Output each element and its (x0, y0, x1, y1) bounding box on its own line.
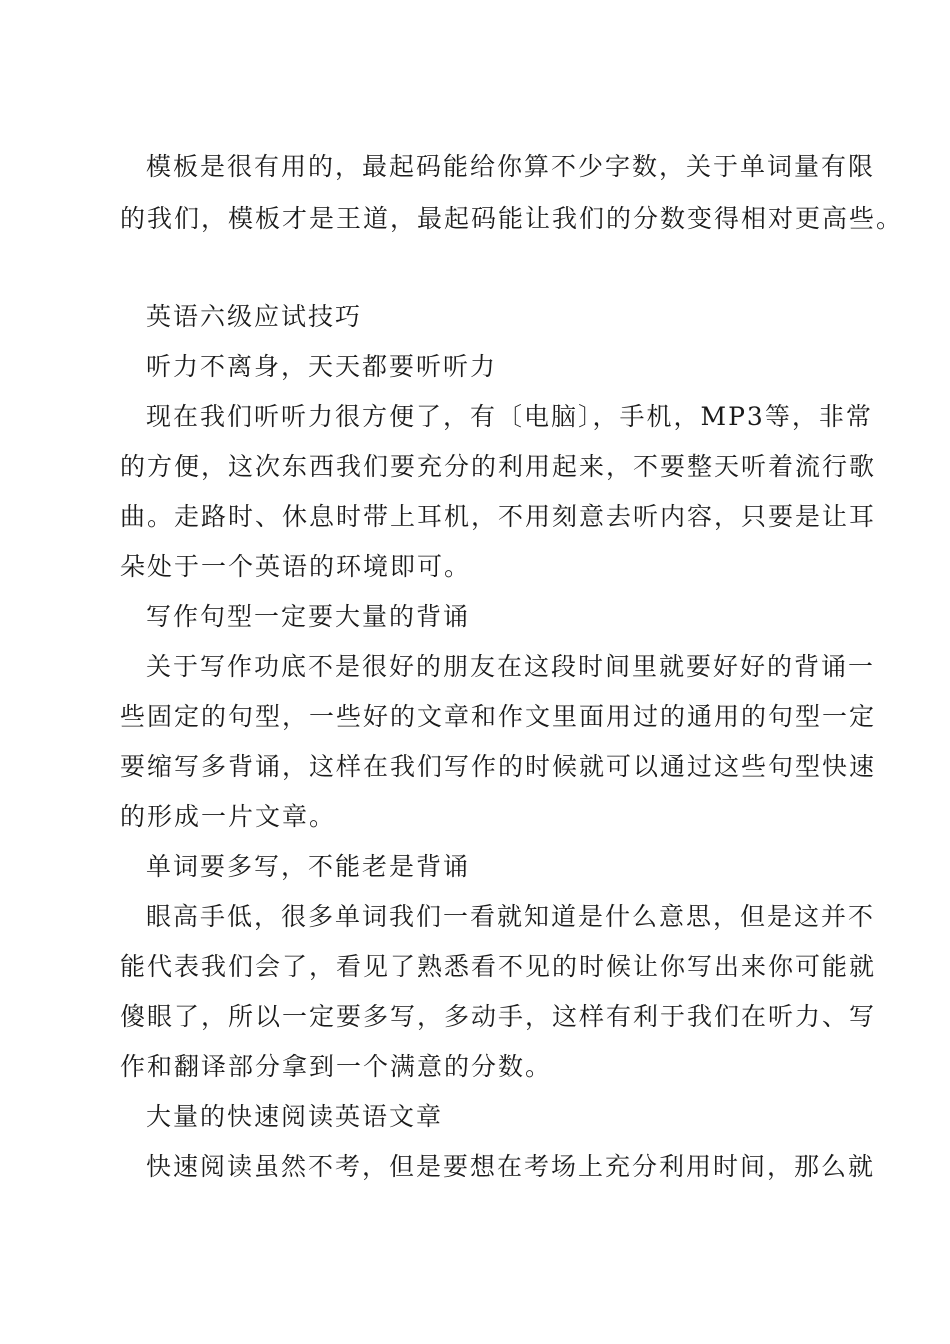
paragraph-line: 现在我们听听力很方便了，有〔电脑〕，手机，MP3等，非常 (146, 402, 873, 431)
paragraph-line: 的我们，模板才是王道，最起码能让我们的分数变得相对更高些。 (120, 204, 904, 233)
paragraph-line: 作和翻译部分拿到一个满意的分数。 (120, 1052, 553, 1081)
section-heading: 大量的快速阅读英语文章 (146, 1102, 444, 1131)
paragraph-line: 朵处于一个英语的环境即可。 (120, 552, 472, 581)
paragraph-line: 曲。走路时、休息时带上耳机，不用刻意去听内容，只要是让耳 (120, 502, 877, 531)
section-heading: 单词要多写，不能老是背诵 (146, 852, 471, 881)
paragraph-line: 些固定的句型，一些好的文章和作文里面用过的通用的句型一定 (120, 702, 877, 731)
paragraph-line: 的形成一片文章。 (120, 802, 337, 831)
section-heading: 听力不离身，天天都要听听力 (146, 352, 498, 381)
paragraph-line: 的方便，这次东西我们要充分的利用起来，不要整天听着流行歌 (120, 452, 877, 481)
paragraph-line: 要缩写多背诵，这样在我们写作的时候就可以通过这些句型快速 (120, 752, 877, 781)
paragraph-line: 能代表我们会了，看见了熟悉看不见的时候让你写出来你可能就 (120, 952, 877, 981)
paragraph-line: 模板是很有用的，最起码能给你算不少字数，关于单词量有限 (146, 152, 876, 181)
section-title: 英语六级应试技巧 (146, 302, 363, 331)
paragraph-line: 眼高手低，很多单词我们一看就知道是什么意思，但是这并不 (146, 902, 876, 931)
paragraph-line: 傻眼了，所以一定要多写，多动手，这样有利于我们在听力、写 (120, 1002, 877, 1031)
paragraph-line: 关于写作功底不是很好的朋友在这段时间里就要好好的背诵一 (146, 652, 876, 681)
paragraph-line: 快速阅读虽然不考，但是要想在考场上充分利用时间，那么就 (146, 1152, 876, 1181)
section-heading: 写作句型一定要大量的背诵 (146, 602, 471, 631)
